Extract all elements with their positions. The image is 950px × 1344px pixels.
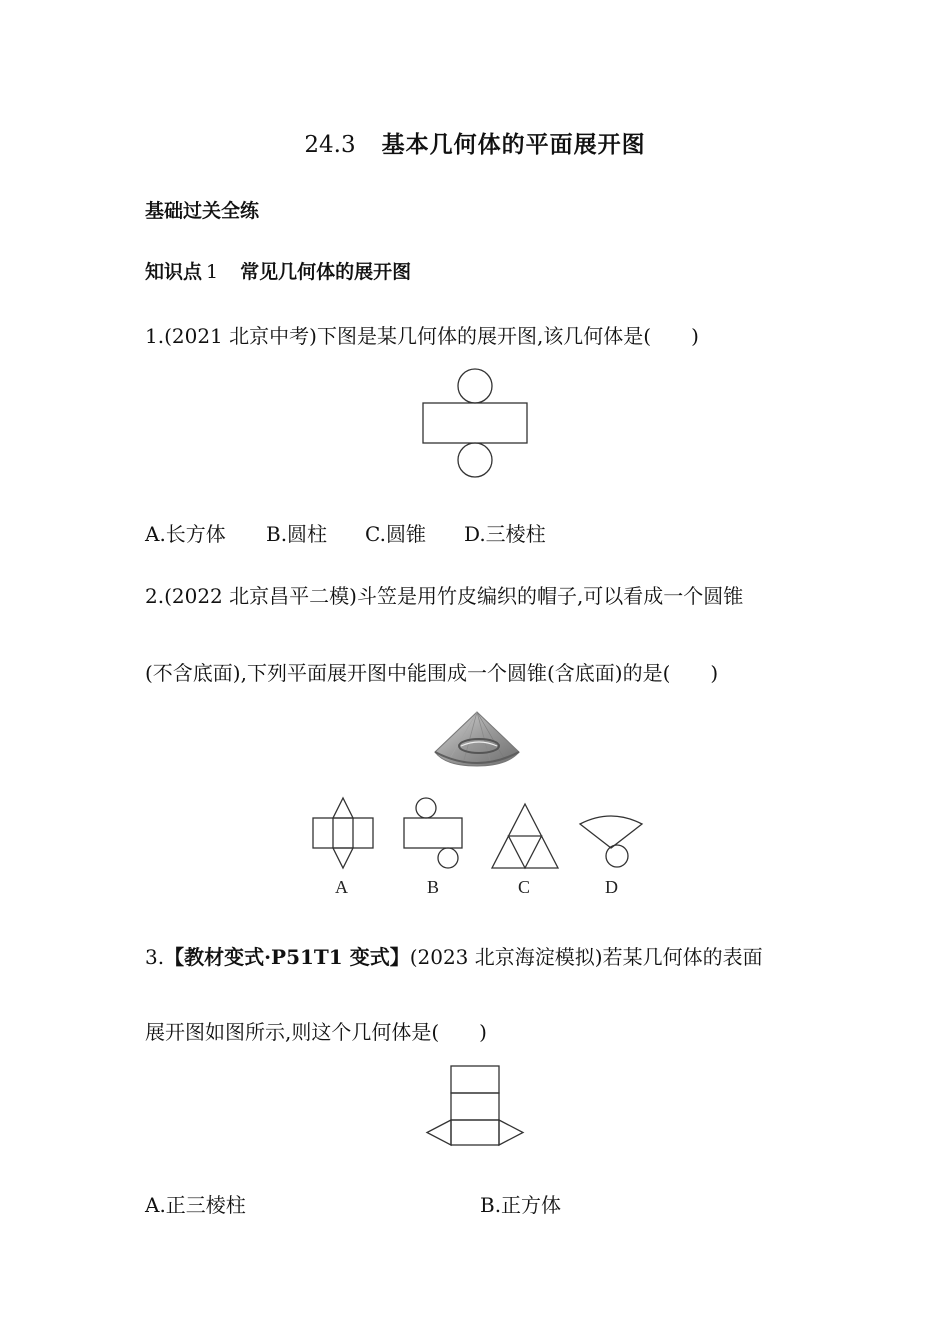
figure-d-net bbox=[580, 816, 642, 867]
question-1-stem: 1.(2021 北京中考)下图是某几何体的展开图,该几何体是( ) bbox=[145, 324, 699, 348]
knowledge-point-text: 常见几何体的展开图 bbox=[240, 261, 412, 283]
question-1-option-b: B.圆柱 bbox=[266, 522, 328, 546]
knowledge-point-heading bbox=[145, 257, 411, 284]
net-top-circle bbox=[458, 369, 492, 403]
section-number: 24.3 bbox=[304, 132, 356, 158]
net-rectangle bbox=[423, 403, 527, 443]
question-3-source-tag: 【教材变式·P51T1 变式】 bbox=[164, 945, 410, 969]
question-3-figure bbox=[425, 1064, 525, 1148]
bamboo-hat-image bbox=[433, 708, 521, 770]
question-3-stem-line-1 bbox=[145, 941, 763, 970]
figure-label-c: C bbox=[518, 877, 531, 897]
net-bottom-circle bbox=[458, 443, 492, 477]
figure-a-net bbox=[313, 798, 373, 868]
question-1-figure bbox=[420, 368, 530, 480]
figure-b-net bbox=[404, 798, 462, 868]
question-2-figures bbox=[305, 790, 650, 900]
question-3-stem-rest: (2023 北京海淀模拟)若某几何体的表面 bbox=[409, 945, 763, 969]
figure-c-net bbox=[492, 804, 558, 868]
question-2-stem-line-2: (不含底面),下列平面展开图中能围成一个圆锥(含底面)的是( ) bbox=[145, 661, 719, 685]
question-1-option-a: A.长方体 bbox=[145, 522, 226, 546]
figure-label-d: D bbox=[605, 877, 618, 897]
question-1-option-d: D.三棱柱 bbox=[464, 522, 546, 546]
question-3-option-b: B.正方体 bbox=[480, 1193, 562, 1217]
page-title bbox=[0, 126, 950, 159]
question-3-number: 3. bbox=[145, 945, 165, 969]
question-1-option-c: C.圆锥 bbox=[365, 522, 426, 546]
question-3-stem-line-2: 展开图如图所示,则这个几何体是( ) bbox=[145, 1020, 487, 1044]
section-heading: 基础过关全练 bbox=[145, 200, 260, 222]
question-3-option-a: A.正三棱柱 bbox=[145, 1193, 246, 1217]
knowledge-point-label: 知识点 bbox=[145, 261, 203, 283]
knowledge-point-number: 1 bbox=[206, 261, 219, 283]
figure-label-a: A bbox=[335, 877, 348, 897]
figure-label-b: B bbox=[427, 877, 440, 897]
question-2-stem-line-1: 2.(2022 北京昌平二模)斗笠是用竹皮编织的帽子,可以看成一个圆锥 bbox=[145, 584, 744, 608]
section-title: 基本几何体的平面展开图 bbox=[381, 131, 646, 158]
